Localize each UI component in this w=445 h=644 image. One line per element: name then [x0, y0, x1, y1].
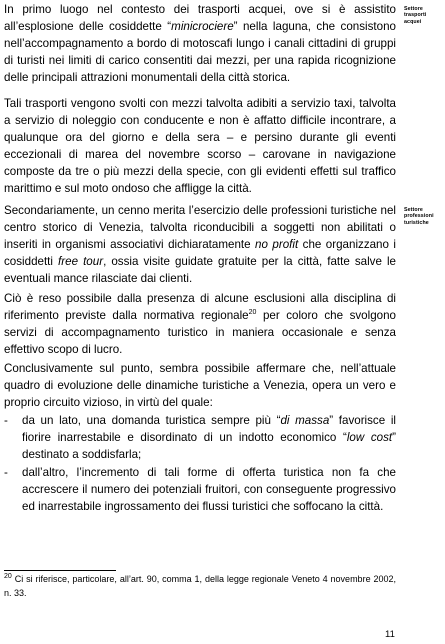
paragraph-professioni-turistiche: Secondariamente, un cenno merita l’esercizio delle professioni turistiche nel centro storico di Venezia, talvolta riconducibili a soggetti non abilitati o inseriti in organismi associativi dichiaratamente no profit che organizzano i cosiddetti free tour, ossia visite guidate gratuite per la città, fatte salve le eventuali mance rilasciate dai clienti. — [4, 204, 397, 285]
emphasis-minicrociere: minicrociere — [171, 20, 234, 33]
emphasis-free-tour: free tour — [58, 255, 104, 268]
paragraph-trasporti-acquei: In primo luogo nel contesto dei trasporti acquei, ove si è assistito all’esplosione delle cosiddette “minicrociere” nella laguna, che consistono nell’accompagnamento a bordo di motoscafi lungo i canali cittadini di gruppi di turisti nei limiti di carico consentiti dai mezzi, per una rapida ricognizione delle principali attrazioni monumentali della città storica. — [4, 3, 396, 84]
paragraph-esclusioni-disciplina: Ciò è reso possibile dalla presenza di alcune esclusioni alla disciplina di riferimento previste dalla normativa regionale$^{20}$ per coloro che svolgono servizi di accompagnamento turistico in maniera occasionale e senza effettivo scopo di lucro. — [4, 292, 396, 356]
emphasis-no-profit: no profit — [255, 238, 299, 251]
footnote-text: Ci si riferisce, particolare, all’art. 90, comma 1, della legge regionale Veneto 4 novembre 2002, n. 33. — [4, 574, 396, 598]
emphasis-low-cost: low cost — [346, 431, 393, 444]
emphasis-di-massa: di massa — [280, 414, 330, 427]
sidenote-settore-professioni-turistiche: Settore professioni turistiche — [404, 207, 434, 226]
paragraph-conclusivamente: Conclusivamente sul punto, sembra possibile affermare che, nell’attuale quadro di evoluzione delle dinamiche turistiche a Venezia, opera un vero e proprio circuito vizioso, in virtù del quale: — [4, 362, 396, 409]
footnote-separator — [4, 570, 116, 571]
list-bullet-dash: - — [4, 466, 8, 479]
list-bullet-dash: - — [4, 414, 8, 427]
paragraph-tali-trasporti: Tali trasporti vengono svolti con mezzi talvolta adibiti a servizio taxi, talvolta a servizio di noleggio con conducente e non è affatto difficile incontrare, a qualunque ora del giorno e della sera – e persino durante gli eventi eccezionali di marea del novembre scorso – carovane in navigazione composte da tre o più mezzi della specie, con gli evidenti effetti sul traffico marittimo e sul moto ondoso che affligge la città. — [4, 97, 396, 195]
footnote-number: 20 — [4, 573, 12, 580]
list-item-dall-altro: - dall’altro, l’incremento di tali forme di offerta turistica non fa che accrescere il numero dei potenziali fruitori, con conseguente progressivo ed inarrestabile ingrossamento dei flussi turistici che soffocano la città. — [4, 466, 396, 513]
footnote-20 — [4, 573, 396, 600]
page-number: 11 — [385, 629, 395, 640]
sidenote-settore-trasporti-acquei: Settore trasporti acquei — [404, 6, 427, 25]
list-item-da-un-lato: - da un lato, una domanda turistica sempre più “di massa” favorisce il fiorire inarrestabile e disordinato di un indotto economico “low cost” destinato a soddisfarla; — [4, 414, 396, 461]
footnote-reference[interactable]: 20 — [248, 309, 257, 317]
